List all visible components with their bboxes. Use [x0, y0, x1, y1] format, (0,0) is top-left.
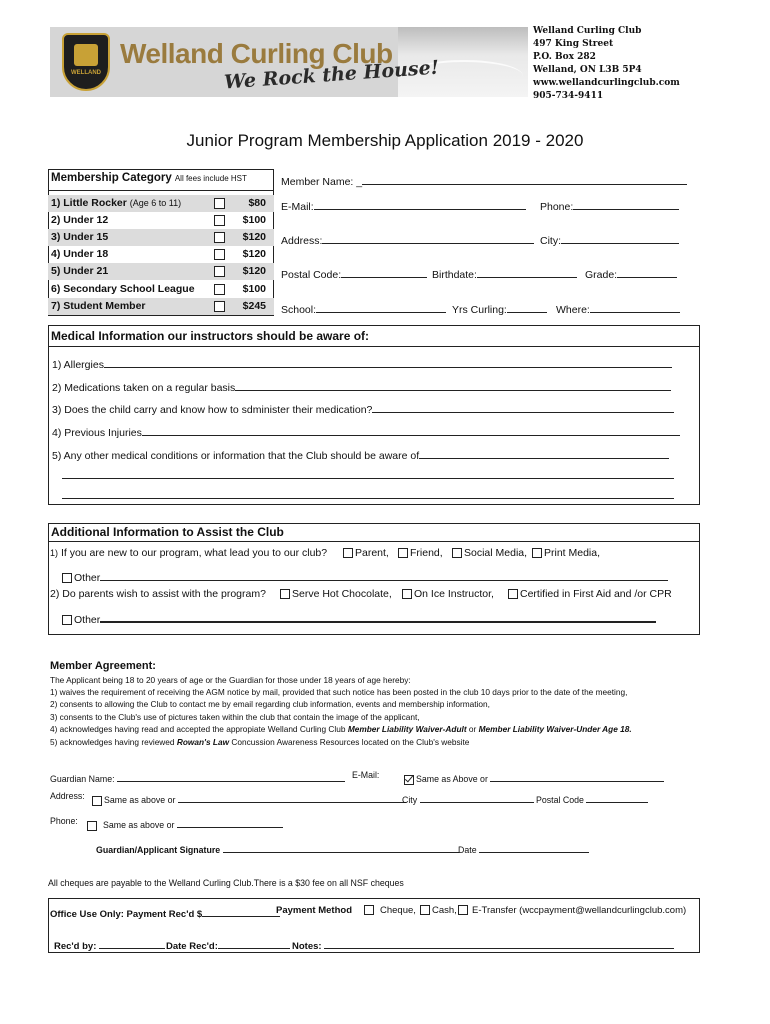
grade-field[interactable] — [585, 266, 677, 281]
address-field[interactable] — [281, 232, 534, 247]
category-price: $120 — [242, 231, 266, 243]
birthdate-field[interactable] — [432, 266, 577, 281]
address-line: 905-734-9411 — [533, 91, 604, 101]
guardian-address-label: Address: — [50, 791, 85, 801]
option-social-media[interactable]: Social Media, — [452, 547, 527, 559]
option-first-aid-cpr[interactable]: Certified in First Aid and /or CPR — [508, 588, 672, 600]
category-row — [48, 263, 274, 280]
notes-field[interactable]: Notes: — [292, 937, 674, 952]
postal-code-field[interactable] — [281, 266, 427, 281]
guardian-name-field[interactable]: Guardian Name: — [50, 770, 345, 784]
category-label: 7) Student Member — [51, 300, 146, 312]
rowans-law: Rowan's Law — [176, 737, 230, 747]
checkbox-icon[interactable] — [343, 548, 353, 558]
phone-field[interactable] — [540, 198, 679, 213]
crest-text: WELLAND — [71, 70, 101, 76]
category-checkbox[interactable] — [214, 249, 225, 260]
checkbox-icon[interactable] — [420, 905, 430, 915]
yrs-curling-label: Yrs Curling: — [452, 304, 507, 316]
medical-question[interactable]: 3) Does the child carry and know how to sdminister their medication? — [52, 401, 674, 416]
referral-question: 1) If you are new to our program, what lead you to our club? — [50, 547, 328, 559]
category-row — [48, 281, 274, 298]
checkbox-icon[interactable] — [508, 589, 518, 599]
checkbox-icon[interactable] — [532, 548, 542, 558]
category-price: $100 — [242, 283, 266, 295]
option-print-media[interactable]: Print Media, — [532, 547, 600, 559]
category-checkbox[interactable] — [214, 301, 225, 312]
category-label: 6) Secondary School League — [51, 283, 195, 295]
address-line: www.wellandcurlingclub.com — [533, 78, 680, 88]
where-label: Where: — [556, 304, 590, 316]
category-label: 4) Under 18 — [51, 248, 109, 260]
checkbox-icon[interactable] — [92, 796, 102, 806]
category-checkbox[interactable] — [214, 198, 225, 209]
guardian-phone-label: Phone: — [50, 816, 78, 826]
yrs-curling-field[interactable] — [452, 301, 547, 316]
city-field[interactable] — [540, 232, 679, 247]
category-price: $80 — [248, 197, 266, 209]
checkbox-icon[interactable] — [402, 589, 412, 599]
page-title: Junior Program Membership Application 2019 - 2020 — [186, 131, 584, 150]
option-serve-hot-chocolate[interactable]: Serve Hot Chocolate, — [280, 588, 392, 600]
guardian-email-same-field[interactable]: Same as Above or — [404, 770, 664, 785]
category-checkbox[interactable] — [214, 284, 225, 295]
category-sub: (Age 6 to 11) — [129, 198, 182, 208]
guardian-postal-field[interactable]: Postal Code — [536, 791, 648, 805]
medical-extra-line[interactable] — [62, 498, 674, 499]
agreement-intro: The Applicant being 18 to 20 years of age or the Guardian for those under 18 years of age hereby: — [50, 675, 411, 685]
grade-label: Grade: — [585, 269, 618, 281]
member-name-label: Member Name: _ — [281, 176, 363, 188]
medical-extra-line[interactable] — [62, 478, 674, 479]
where-field[interactable] — [556, 301, 680, 316]
signature-date-field[interactable]: Date — [458, 841, 589, 855]
date-received-field[interactable]: Date Rec'd: — [166, 937, 290, 952]
guardian-address-same-field[interactable]: Same as above or — [92, 791, 406, 806]
category-price: $120 — [242, 265, 266, 277]
option-friend[interactable]: Friend, — [398, 547, 443, 559]
birthdate-label: Birthdate: — [432, 269, 477, 281]
cheque-notice: All cheques are payable to the Welland Curling Club.There is a $30 fee on all NSF cheques — [48, 878, 404, 888]
category-row — [48, 229, 274, 246]
category-checkbox[interactable] — [214, 215, 225, 226]
checkbox-icon[interactable] — [452, 548, 462, 558]
category-price: $245 — [242, 300, 266, 312]
checkbox-icon[interactable] — [87, 821, 97, 831]
assist-other-field[interactable]: Other — [62, 610, 656, 626]
waiver-under-18: Member Liability Waiver-Under Age 18. — [478, 724, 632, 734]
option-etransfer[interactable]: E-Transfer (wccpayment@wellandcurlingclub.com) — [458, 905, 686, 916]
option-cheque[interactable]: Cheque, — [364, 905, 416, 916]
membership-heading — [48, 169, 274, 191]
category-row — [48, 212, 274, 229]
club-address — [533, 25, 680, 103]
category-checkbox[interactable] — [214, 266, 225, 277]
member-name-field[interactable] — [281, 173, 687, 188]
phone-label: Phone: — [540, 201, 574, 213]
checkbox-checked-icon[interactable] — [404, 775, 414, 785]
option-on-ice-instructor[interactable]: On Ice Instructor, — [402, 588, 494, 600]
agreement-heading: Member Agreement: — [50, 660, 156, 672]
email-field[interactable] — [281, 198, 526, 213]
medical-question[interactable]: 5) Any other medical conditions or information that the Club should be aware of — [52, 447, 669, 462]
signature-field[interactable]: Guardian/Applicant Signature — [96, 841, 459, 855]
address-label: Address: — [281, 235, 323, 247]
additional-heading: Additional Information to Assist the Club — [48, 523, 700, 542]
medical-heading: Medical Information our instructors should be aware of: — [48, 325, 700, 347]
medical-question[interactable]: 2) Medications taken on a regular basis — [52, 379, 671, 394]
agreement-line: 3) consents to the Club's use of pictures taken within the club that contain the image of the applicant, — [50, 712, 420, 722]
fees-note: All fees include HST — [174, 174, 247, 183]
email-label: E-Mail: — [281, 201, 314, 213]
category-checkbox[interactable] — [214, 232, 225, 243]
agreement-line: 5) acknowledges having reviewed Rowan's Law Concussion Awareness Resources located on the Club's website — [50, 737, 470, 747]
received-by-field[interactable]: Rec'd by: — [54, 937, 165, 952]
assist-question: 2) Do parents wish to assist with the program? — [50, 588, 266, 600]
category-label: 2) Under 12 — [51, 214, 109, 226]
medical-question[interactable]: 4) Previous Injuries — [52, 424, 680, 439]
city-label: City: — [540, 235, 561, 247]
category-label: 3) Under 15 — [51, 231, 109, 243]
address-line: Welland Curling Club — [533, 26, 642, 36]
category-label: 5) Under 21 — [51, 265, 109, 277]
medical-question[interactable]: 1) Allergies — [52, 356, 672, 371]
category-row — [48, 246, 274, 263]
category-label: 1) Little Rocker — [51, 197, 127, 209]
checkbox-icon[interactable] — [364, 905, 374, 915]
referral-other-field[interactable]: Other — [62, 569, 668, 584]
address-line: Welland, ON L3B 5P4 — [533, 65, 642, 75]
checkbox-icon[interactable] — [62, 615, 72, 625]
category-price: $100 — [242, 214, 266, 226]
guardian-phone-same-field[interactable]: Same as above or — [87, 816, 283, 831]
category-price: $120 — [242, 248, 266, 260]
checkbox-icon[interactable] — [458, 905, 468, 915]
school-label: School: — [281, 304, 317, 316]
payment-received-field[interactable]: Office Use Only: Payment Rec'd $ — [50, 905, 280, 920]
agreement-line: 4) acknowledges having read and accepted the appropiate Welland Curling Club Member Liability Waiver-Adult or Member Liability Waiver-Under Age 18. — [50, 724, 632, 734]
guardian-email-label: E-Mail: — [352, 770, 380, 780]
postal-code-label: Postal Code: — [281, 269, 342, 281]
checkbox-icon[interactable] — [62, 573, 72, 583]
category-row — [48, 195, 274, 212]
guardian-city-field[interactable]: City — [402, 791, 534, 805]
option-parent[interactable]: Parent, — [343, 547, 389, 559]
agreement-line: 2) consents to allowing the Club to contact me by email regarding club information, events and membership information, — [50, 699, 490, 709]
category-row — [48, 298, 274, 315]
club-logo-text: Welland Curling Club — [120, 38, 393, 69]
option-cash[interactable]: Cash, — [420, 905, 457, 916]
checkbox-icon[interactable] — [398, 548, 408, 558]
crest-shield-icon — [74, 44, 98, 66]
membership-heading-label: Membership Category — [51, 172, 172, 184]
agreement-line: 1) waives the requirement of receiving the AGM notice by mail, provided that such notice has been posted in the club 10 days prior to the date of the meeting, — [50, 687, 628, 697]
checkbox-icon[interactable] — [280, 589, 290, 599]
waiver-adult: Member Liability Waiver-Adult — [347, 724, 467, 734]
payment-method-label: Payment Method — [276, 905, 353, 916]
club-slogan: We Rock the House! — [223, 56, 440, 94]
address-line: 497 King Street — [533, 39, 614, 49]
address-line: P.O. Box 282 — [533, 52, 596, 62]
school-field[interactable] — [281, 301, 446, 316]
